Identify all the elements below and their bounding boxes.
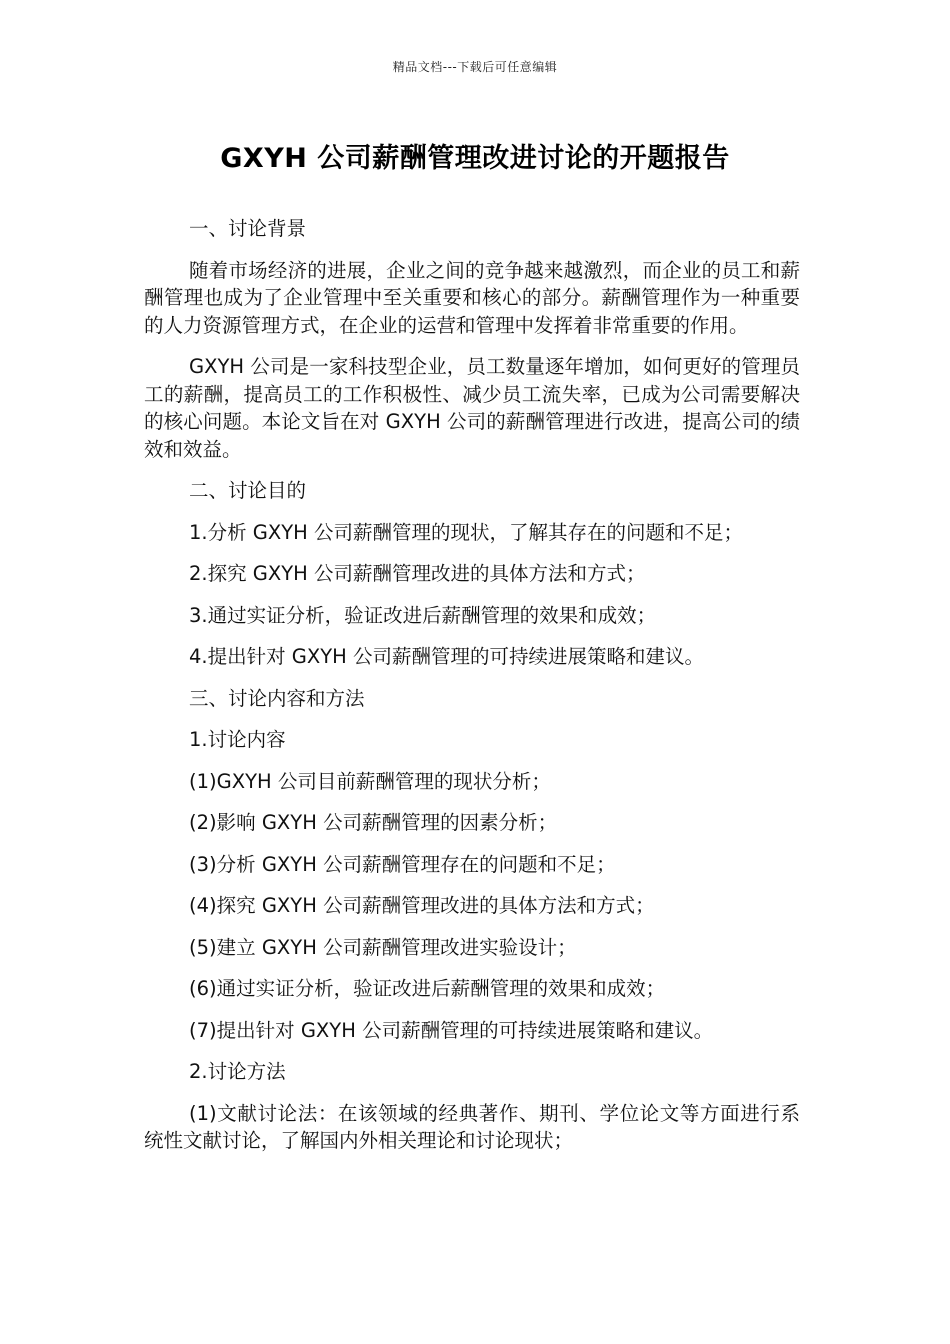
purpose-item-3: 3.通过实证分析，验证改进后薪酬管理的效果和成效； [189, 603, 657, 627]
purpose-item-4: 4.提出针对 GXYH 公司薪酬管理的可持续进展策略和建议。 [189, 645, 705, 668]
section-heading-background: 一、讨论背景 [189, 217, 307, 240]
document-title: GXYH 公司薪酬管理改进讨论的开题报告 [220, 143, 730, 174]
purpose-item-2: 2.探究 GXYH 公司薪酬管理改进的具体方法和方式； [189, 562, 646, 585]
method-item-1: (1)文献讨论法：在该领域的经典著作、期刊、学位论文等方面进行系统性文献讨论，了解国内外相关理论和讨论现状； [144, 1101, 800, 1152]
paragraph-background-2: GXYH 公司是一家科技型企业，员工数量逐年增加，如何更好的管理员工的薪酬，提高员工的工作积极性、减少员工流失率，已成为公司需要解决的核心问题。本论文旨在对 GXYH 公司的薪酬管理进行改进，提高公司的绩效和效益。 [144, 355, 800, 461]
section-heading-content-method: 三、讨论内容和方法 [189, 686, 365, 710]
content-item-5: (5)建立 GXYH 公司薪酬管理改进实验设计； [189, 935, 577, 959]
paragraph-background-1: 随着市场经济的进展，企业之间的竞争越来越激烈，而企业的员工和薪酬管理也成为了企业管理中至关重要和核心的部分。薪酬管理作为一种重要的人力资源管理方式，在企业的运营和管理中发挥着非常重要的作用。 [144, 258, 800, 337]
section-heading-purpose: 二、讨论目的 [189, 479, 307, 502]
content-item-3: (3)分析 GXYH 公司薪酬管理存在的问题和不足； [189, 852, 616, 876]
header-note: 精品文档---下载后可任意编辑 [392, 60, 558, 74]
content-item-2: (2)影响 GXYH 公司薪酬管理的因素分析； [189, 811, 558, 834]
purpose-item-1: 1.分析 GXYH 公司薪酬管理的现状，了解其存在的问题和不足； [189, 520, 744, 544]
content-item-4: (4)探究 GXYH 公司薪酬管理改进的具体方法和方式； [189, 894, 655, 917]
subheading-content: 1.讨论内容 [189, 728, 286, 751]
content-item-7: (7)提出针对 GXYH 公司薪酬管理的可持续进展策略和建议。 [189, 1018, 714, 1042]
content-item-6: (6)通过实证分析，验证改进后薪酬管理的效果和成效； [189, 977, 666, 1000]
content-item-1: (1)GXYH 公司目前薪酬管理的现状分析； [189, 769, 551, 793]
document-body [144, 215, 800, 1169]
subheading-method: 2.讨论方法 [189, 1060, 286, 1083]
